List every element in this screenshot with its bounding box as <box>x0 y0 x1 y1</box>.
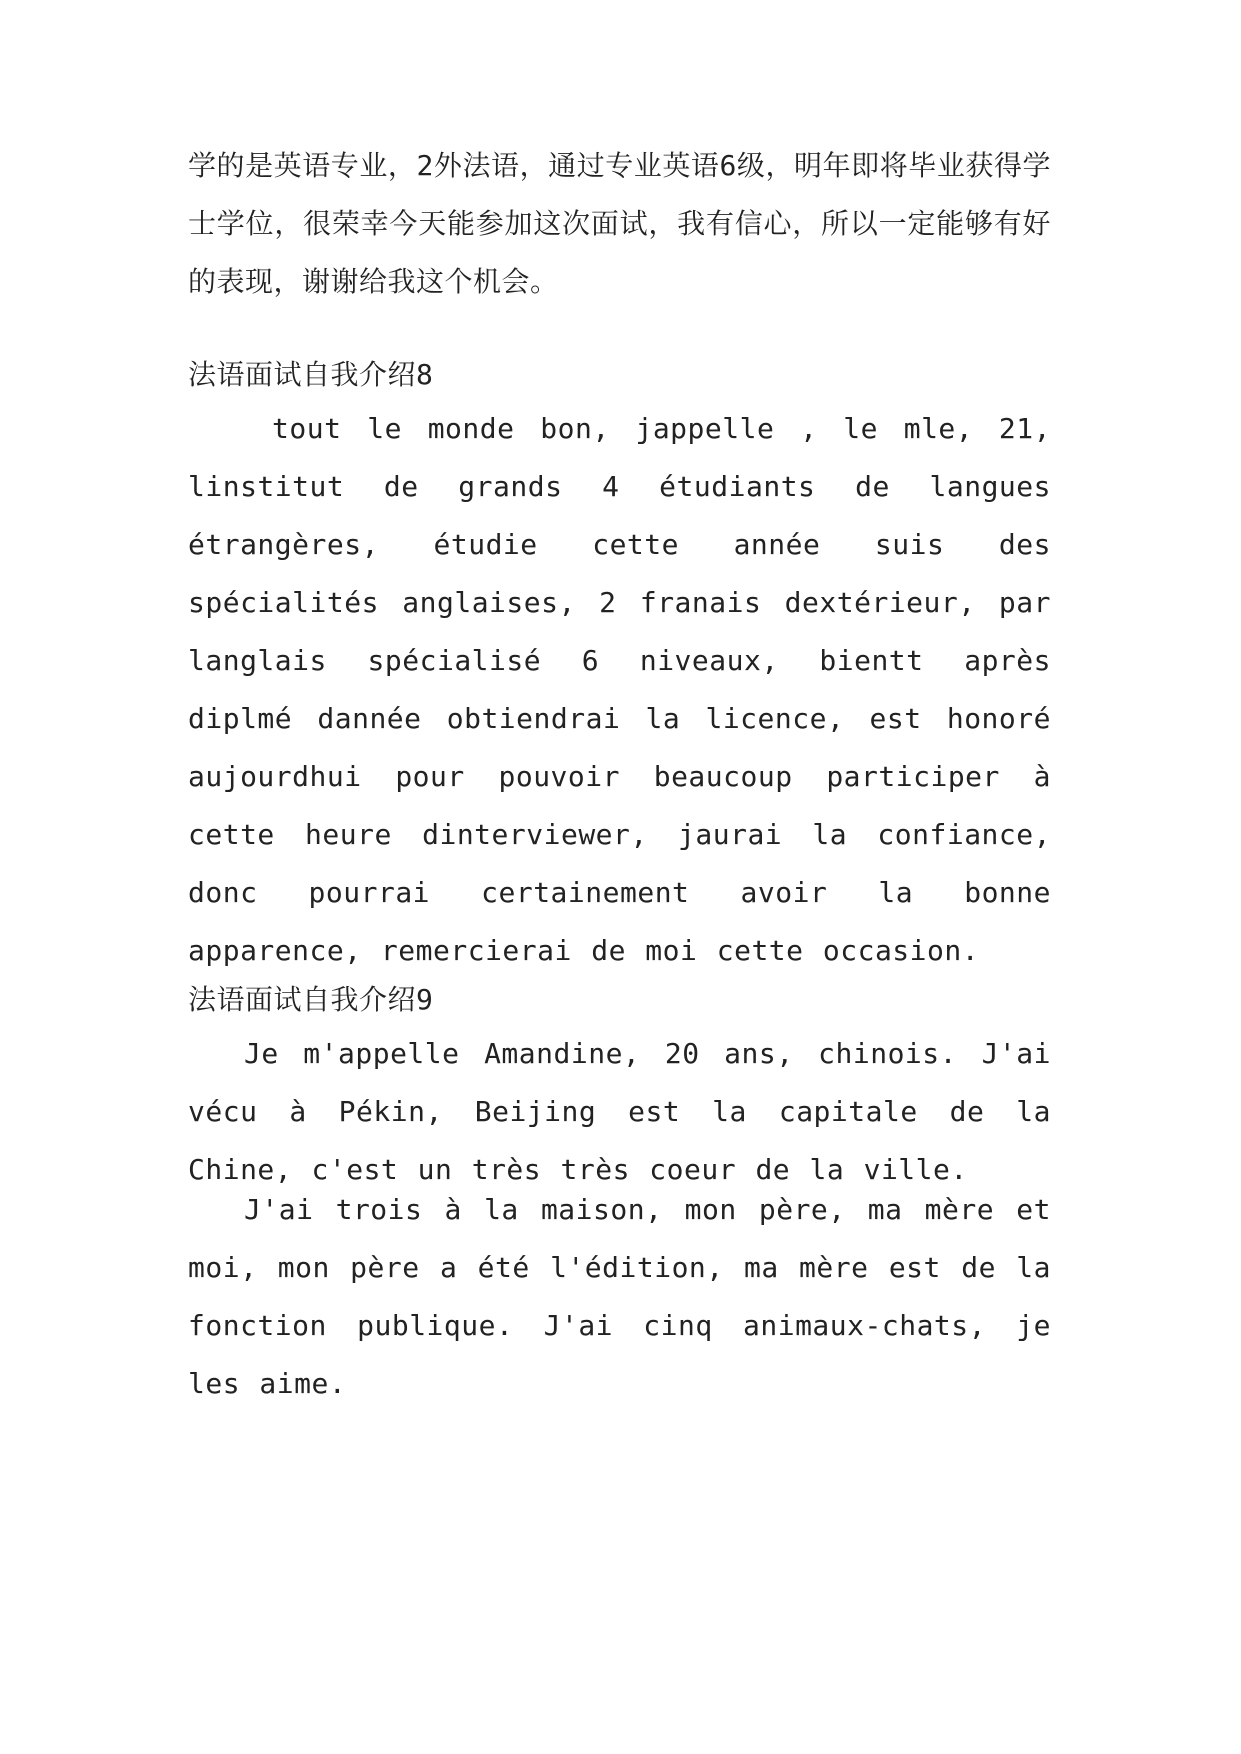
section-9-paragraph-2: J'ai trois à la maison, mon père, ma mère et moi, mon père a été l'édition, ma mère est de la fonction publique. J'ai cinq animaux-chats, je les aime. <box>188 1193 1051 1400</box>
section-8-paragraph: tout le monde bon, jappelle , le mle, 21, linstitut de grands 4 étudiants de langues étrangères, étudie cette année suis des spécialités anglaises, 2 franais dextérieur, par langlais spécialisé 6 niveaux, bientt après diplmé dannée obtiendrai la licence, est honoré aujourdhui pour pouvoir beaucoup participer à cette heure dinterviewer, jaurai la confiance, donc pourrai certainement avoir la bonne apparence, remercierai de moi cette occasion. <box>188 412 1051 967</box>
section-8-heading: 法语面试自我介绍8 <box>188 358 434 391</box>
section-9-paragraph-1: Je m'appelle Amandine, 20 ans, chinois. J'ai vécu à Pékin, Beijing est la capitale de la Chine, c'est un très très coeur de la ville. <box>188 1037 1051 1186</box>
intro-paragraph: 学的是英语专业，2外法语，通过专业英语6级，明年即将毕业获得学士学位，很荣幸今天能参加这次面试，我有信心，所以一定能够有好的表现，谢谢给我这个机会。 <box>188 149 1051 298</box>
section-9-heading: 法语面试自我介绍9 <box>188 983 434 1016</box>
